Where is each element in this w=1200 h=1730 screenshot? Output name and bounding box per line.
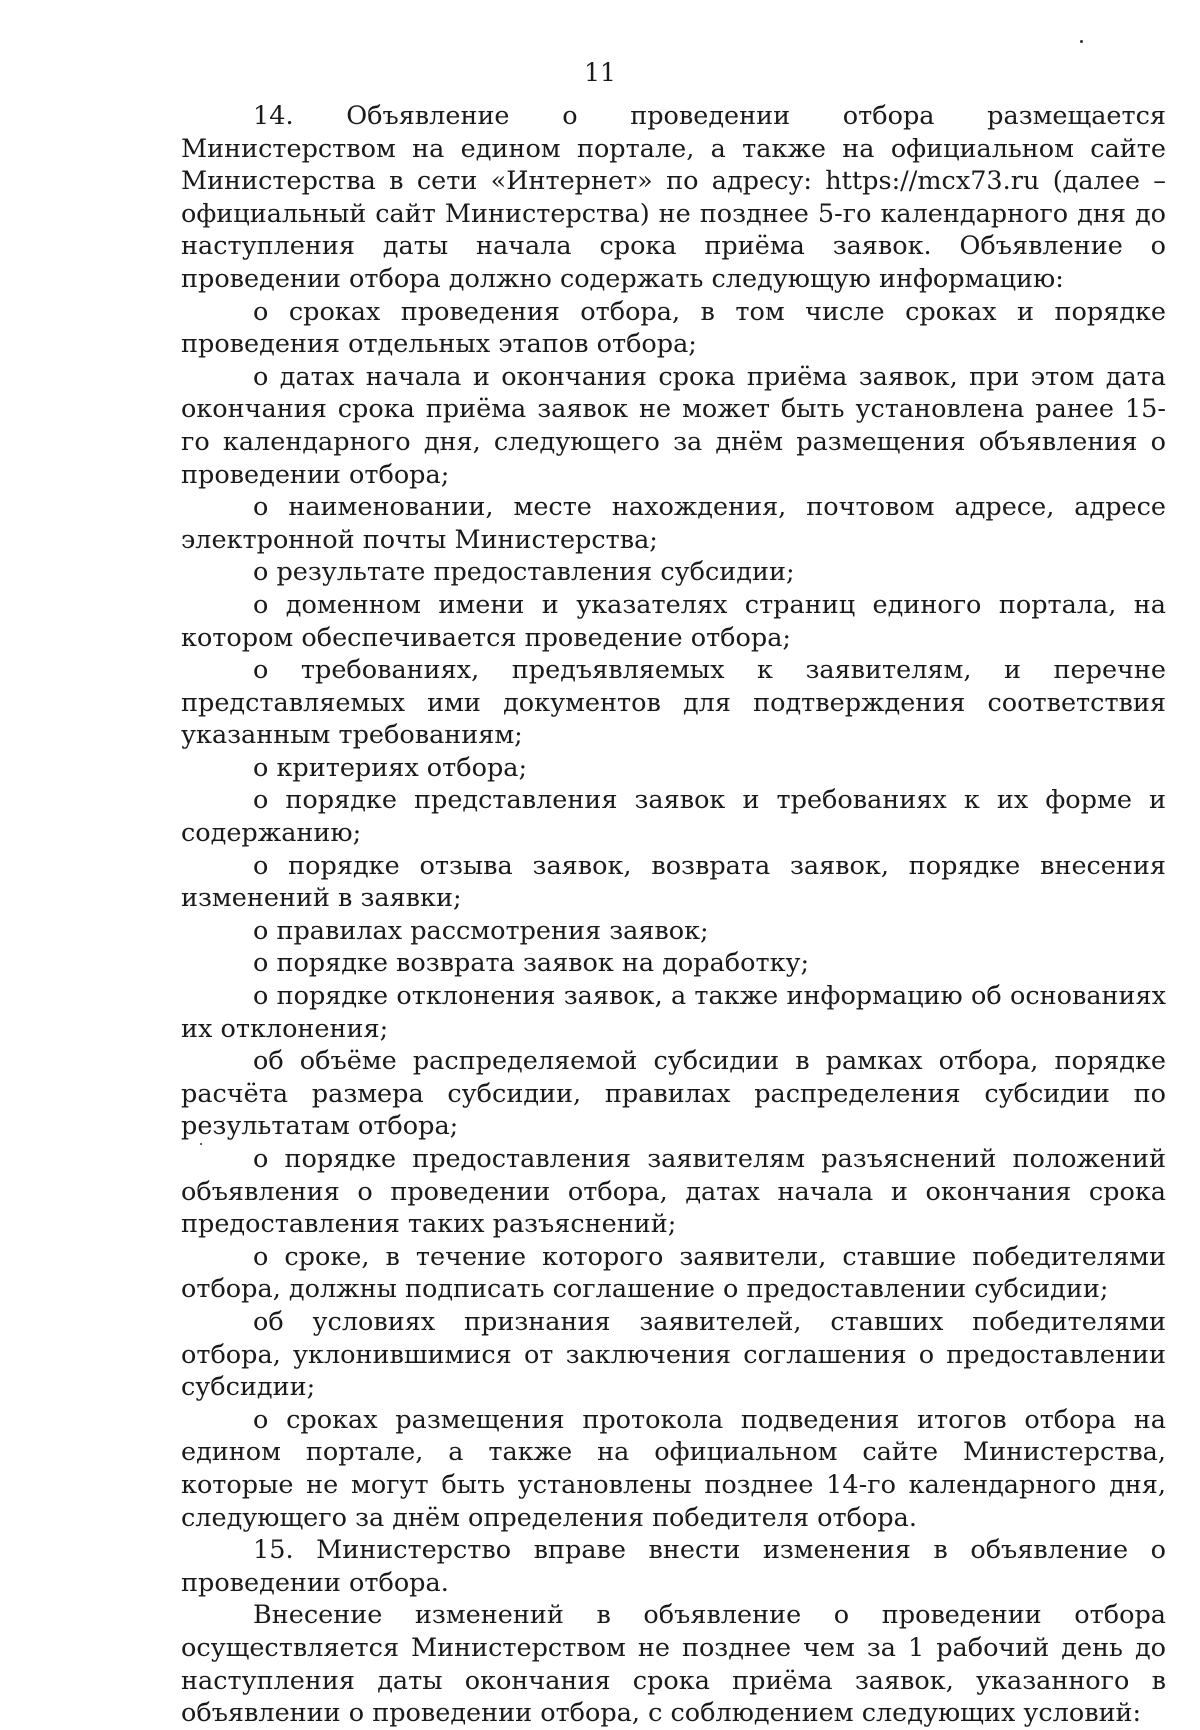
paragraph-amendment-conditions: Внесение изменений в объявление о проведении отбора осуществляется Министерством не позднее чем за 1 рабочий день до наступления даты окончания срока приёма заявок, указанного в объявлении о проведении отбора, с соблюдением следующих условий: [181,1600,1166,1729]
list-item-evasion-conditions: об условиях признания заявителей, ставших победителями отбора, уклонившимися от заключения соглашения о предоставлении субсидии; [181,1306,1166,1403]
list-item-rework: о порядке возврата заявок на доработку; [253,948,810,979]
document-body [181,100,1166,1730]
list-item-rejection: о порядке отклонения заявок, а также информацию об основаниях их отклонения; [181,981,1166,1044]
list-item-contacts: о наименовании, месте нахождения, почтовом адресе, адресе электронной почты Министерства; [181,492,1166,555]
list-item-subsidy-volume: об объёме распределяемой субсидии в рамках отбора, порядке расчёта размера субсидии, правилах распределения субсидии по результатам отбора; [181,1046,1166,1142]
list-item-submission-order: о порядке представления заявок и требованиях к их форме и содержанию; [181,785,1166,849]
list-item-agreement-deadline: о сроке, в течение которого заявители, ставшие победителями отбора, должны подписать соглашение о предоставлении субсидии; [181,1241,1166,1305]
scan-speck [1080,40,1083,43]
list-item-result: о результате предоставления субсидии; [253,557,795,588]
page-number: 11 [584,58,616,87]
list-item-terms: о сроках проведения отбора, в том числе сроках и порядке проведения отдельных этапов отбора; [181,296,1166,360]
list-item-protocol-terms: о сроках размещения протокола подведения итогов отбора на едином портале, а также на официальном сайте Министерства, которые не могут быть установлены позднее 14-го календарного дня, следующего за днём определения победителя отбора. [181,1404,1166,1533]
list-item-dates: о датах начала и окончания срока приёма заявок, при этом дата окончания срока приёма заявок не может быть установлена ранее 15-го календарного дня, следующего за днём размещения объявления о проведении отбора; [181,361,1166,490]
list-item-withdrawal: о порядке отзыва заявок, возврата заявок, порядке внесения изменений в заявки; [181,850,1166,914]
list-item-requirements: о требованиях, предъявляемых к заявителям, и перечне представляемых ими документов для подтверждения соответствия указанным требованиям; [181,655,1166,751]
paragraph-14-announcement: 14. Объявление о проведении отбора размещается Министерством на едином портале, а также на официальном сайте Министерства в сети «Интернет» по адресу: https://mcx73.ru (далее – официальный сайт Министерства) не позднее 5-го календарного дня до наступления даты начала срока приёма заявок. Объявление о проведении отбора должно содержать следующую информацию: [181,101,1166,294]
paragraph-15-amendments: 15. Министерство вправе внести изменения в объявление о проведении отбора. [181,1535,1166,1598]
list-item-review-rules: о правилах рассмотрения заявок; [253,915,709,946]
list-item-criteria: о критериях отбора; [253,752,528,783]
list-item-clarifications: о порядке предоставления заявителям разъяснений положений объявления о проведении отбора, датах начала и окончания срока предоставления таких разъяснений; [181,1144,1166,1240]
list-item-domain: о доменном имени и указателях страниц единого портала, на котором обеспечивается проведение отбора; [181,589,1166,653]
